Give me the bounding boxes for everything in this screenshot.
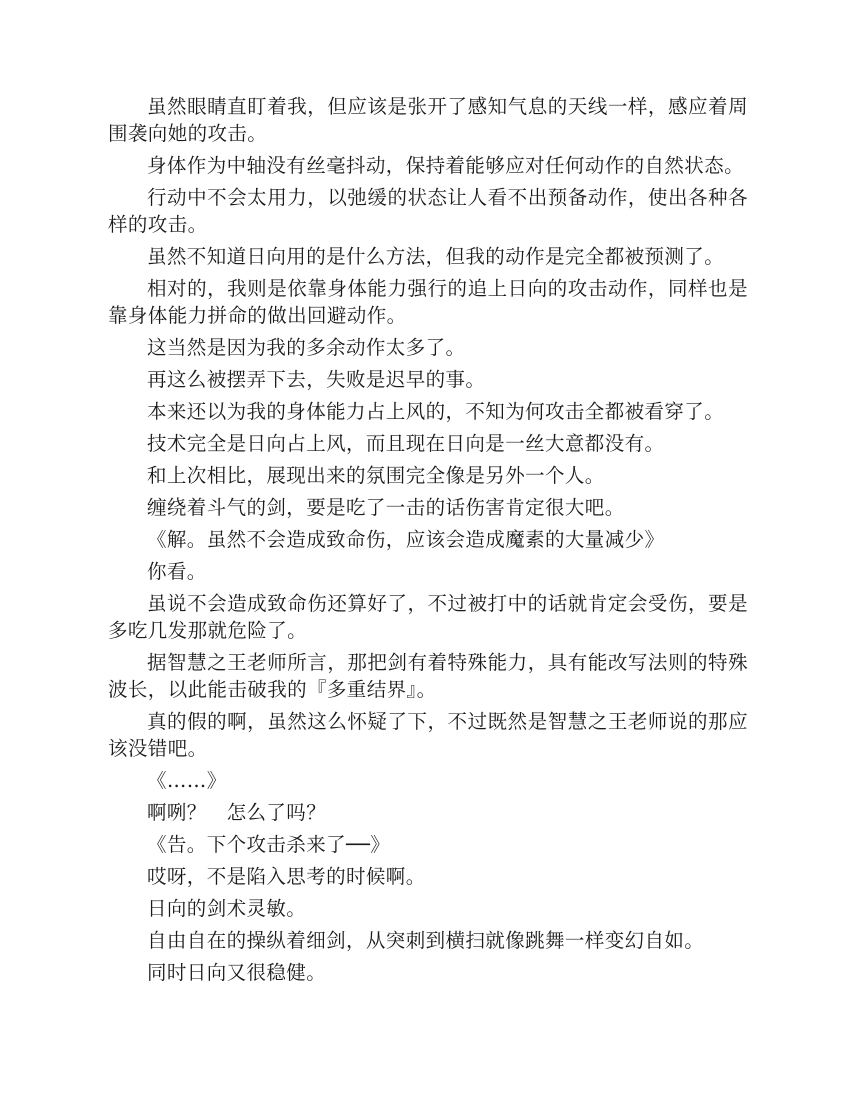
paragraph: 这当然是因为我的多余动作太多了。: [147, 336, 466, 359]
paragraph: 技术完全是日向占上风，而且现在日向是一丝大意都没有。: [147, 432, 665, 455]
document-body: [108, 93, 748, 991]
paragraph: 缠绕着斗气的剑，要是吃了一击的话伤害肯定很大吧。: [147, 496, 625, 519]
paragraph: 虽说不会造成致命伤还算好了，不过被打中的话就肯定会受伤，要是多吃几发那就危险了。: [108, 592, 748, 642]
paragraph: 啊咧？ 怎么了吗？: [147, 801, 327, 824]
paragraph: 据智慧之王老师所言，那把剑有着特殊能力，具有能改写法则的特殊波长，以此能击破我的『多重结界』。: [108, 651, 748, 701]
paragraph: 同时日向又很稳健。: [147, 961, 327, 984]
paragraph: 自由自在的操纵着细剑，从突刺到横扫就像跳舞一样变幻自如。: [147, 929, 705, 952]
paragraph: 本来还以为我的身体能力占上风的，不知为何攻击全都被看穿了。: [147, 400, 725, 423]
paragraph: 虽然不知道日向用的是什么方法，但我的动作是完全都被预测了。: [147, 245, 725, 268]
paragraph: 真的假的啊，虽然这么怀疑了下，不过既然是智慧之王老师说的那应该没错吧。: [108, 710, 748, 760]
paragraph: 虽然眼睛直盯着我，但应该是张开了感知气息的天线一样，感应着周围袭向她的攻击。: [108, 95, 748, 145]
paragraph: 相对的，我则是依靠身体能力强行的追上日向的攻击动作，同样也是靠身体能力拼命的做出回避动作。: [108, 277, 748, 327]
paragraph: 《……》: [147, 769, 227, 792]
paragraph: 和上次相比，展现出来的氛围完全像是另外一个人。: [147, 464, 605, 487]
paragraph: 身体作为中轴没有丝毫抖动，保持着能够应对任何动作的自然状态。: [147, 154, 745, 177]
paragraph: 《告。下个攻击杀来了──》: [147, 833, 391, 856]
paragraph: 你看。: [147, 560, 207, 583]
paragraph: 《解。虽然不会造成致命伤，应该会造成魔素的大量减少》: [147, 528, 665, 551]
paragraph: 行动中不会太用力，以弛缓的状态让人看不出预备动作，使出各种各样的攻击。: [108, 186, 748, 236]
paragraph: 日向的剑术灵敏。: [147, 897, 307, 920]
paragraph: 哎呀，不是陷入思考的时候啊。: [147, 865, 426, 888]
paragraph: 再这么被摆弄下去，失败是迟早的事。: [147, 368, 486, 391]
